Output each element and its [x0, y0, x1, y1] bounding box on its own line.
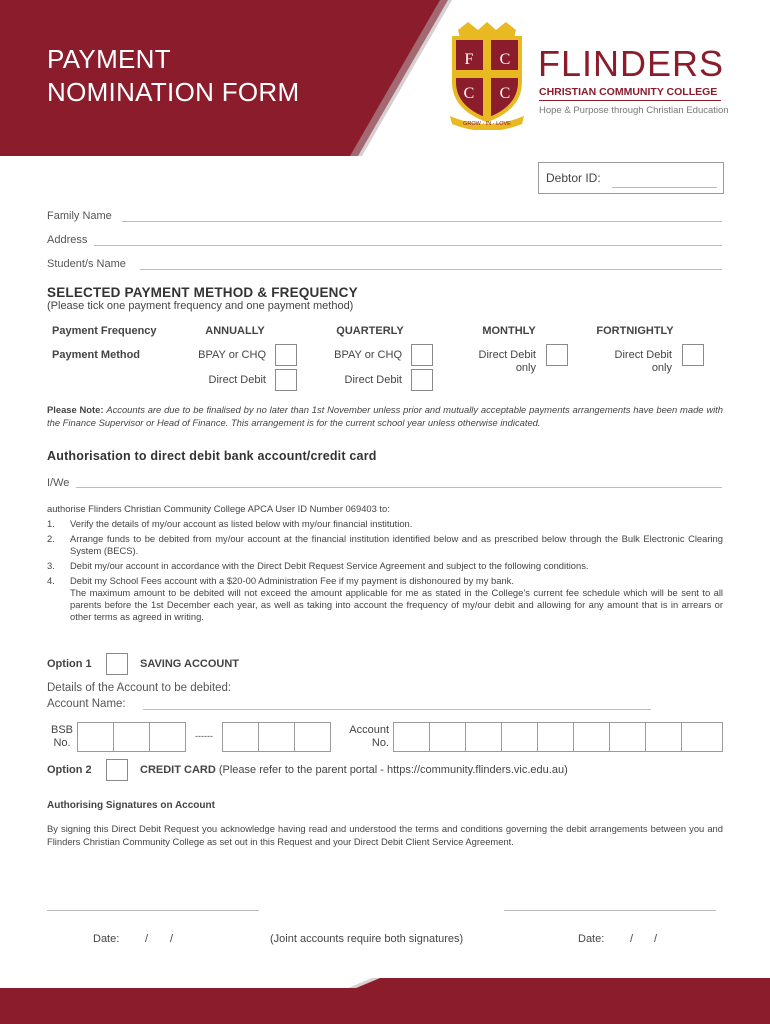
date-1-label: Date:: [93, 933, 120, 945]
note-text: Accounts are due to be finalised by no later than 1st November unless prior and mutually acceptable payments arrangements have been made with the Finance Supervisor or Head of Finance. This arrangement is for the current school year unless otherwise indicated.: [47, 404, 723, 428]
quarterly-direct-debit-checkbox[interactable]: [411, 369, 433, 391]
authorisation-item-1: Verify the details of my/our account as listed below with my/our financial institution.: [70, 518, 413, 529]
signature-line-1[interactable]: [47, 910, 259, 911]
authorisation-item-4-num: 4.: [47, 575, 55, 586]
option2-text-block: [140, 764, 568, 776]
form-title-line2: NOMINATION FORM: [47, 77, 300, 107]
form-title-line1: PAYMENT: [47, 44, 171, 74]
monthly-direct-debit-checkbox[interactable]: [546, 344, 568, 366]
annually-bpay-label: BPAY or CHQ: [198, 349, 266, 361]
annually-bpay-checkbox[interactable]: [275, 344, 297, 366]
option1-title: SAVING ACCOUNT: [140, 658, 239, 670]
debtor-id-line: [612, 187, 717, 188]
account-digit-8[interactable]: [645, 722, 682, 752]
students-name-label: Student/s Name: [47, 258, 126, 270]
annually-direct-debit-label: Direct Debit: [208, 374, 266, 386]
payment-note: [47, 404, 723, 429]
date-2-slash-2: /: [654, 933, 658, 945]
brand-divider: [539, 100, 721, 101]
account-digit-4[interactable]: [501, 722, 538, 752]
annually-direct-debit-checkbox[interactable]: [275, 369, 297, 391]
option2-checkbox[interactable]: [106, 759, 128, 781]
crest-letter-4: C: [499, 85, 511, 102]
account-digit-6[interactable]: [573, 722, 610, 752]
date-2-slash-1: /: [630, 933, 634, 945]
bsb-digit-6[interactable]: [294, 722, 331, 752]
option2-label: Option 2: [47, 764, 92, 776]
payment-method-label: Payment Method: [52, 349, 141, 361]
account-digit-5[interactable]: [537, 722, 574, 752]
bsb-digit-3[interactable]: [149, 722, 186, 752]
quarterly-bpay-checkbox[interactable]: [411, 344, 433, 366]
frequency-quarterly: QUARTERLY: [336, 325, 404, 337]
brand-name: FLINDERS: [538, 43, 725, 84]
authorisation-item-4-extra: The maximum amount to be debited will not exceed the amount applicable for me as stated in the College’s current fee schedule which will be sent to all parents before the 1st December each year, as well as taking into account the frequency of my/our debit and allowing for any amount that is in arrears or other terms as agreed in writing.: [70, 587, 723, 622]
address-field[interactable]: [94, 245, 722, 246]
option1-label: Option 1: [47, 658, 92, 670]
monthly-only-label: only: [515, 362, 536, 374]
monthly-direct-debit-label: Direct Debit: [478, 349, 536, 361]
bsb-digit-5[interactable]: [258, 722, 295, 752]
bsb-digit-2[interactable]: [113, 722, 150, 752]
footer-band: [0, 978, 770, 1024]
payment-section-subtitle: (Please tick one payment frequency and one payment method): [47, 300, 354, 312]
crest-motto: GROW · IN · LOVE: [463, 121, 511, 127]
quarterly-direct-debit-label: Direct Debit: [344, 374, 402, 386]
authorisation-item-2-num: 2.: [47, 533, 55, 544]
crest-letter-3: C: [463, 85, 475, 102]
date-2-label: Date:: [578, 933, 605, 945]
frequency-annually: ANNUALLY: [205, 325, 265, 337]
account-label: Account: [349, 724, 389, 736]
payment-section-title: SELECTED PAYMENT METHOD & FREQUENCY: [47, 285, 358, 300]
bsb-dash: ------: [195, 731, 213, 741]
bsb-digit-4[interactable]: [222, 722, 259, 752]
date-1-slash-1: /: [145, 933, 149, 945]
option2-title: CREDIT CARD: [140, 764, 216, 776]
date-1-slash-2: /: [170, 933, 174, 945]
authorisation-intro: authorise Flinders Christian Community College APCA User ID Number 069403 to:: [47, 503, 390, 514]
account-name-field[interactable]: [143, 709, 651, 710]
quarterly-bpay-label: BPAY or CHQ: [334, 349, 402, 361]
fortnightly-direct-debit-checkbox[interactable]: [682, 344, 704, 366]
brand-tagline: Hope & Purpose through Christian Education: [539, 105, 729, 116]
iwe-label: I/We: [47, 477, 70, 489]
fortnightly-direct-debit-label: Direct Debit: [614, 349, 672, 361]
authorisation-item-4: Debit my School Fees account with a $20-00 Administration Fee if my payment is dishonoured by my bank.: [70, 575, 514, 586]
account-digit-9[interactable]: [681, 722, 723, 752]
address-label: Address: [47, 234, 88, 246]
account-digit-3[interactable]: [465, 722, 502, 752]
bsb-digit-1[interactable]: [77, 722, 114, 752]
debtor-id-label: Debtor ID:: [546, 171, 601, 185]
option2-portal-text: (Please refer to the parent portal - https://community.flinders.vic.edu.au): [218, 764, 568, 776]
authorisation-item-1-num: 1.: [47, 518, 55, 529]
students-name-field[interactable]: [140, 269, 722, 270]
frequency-monthly: MONTHLY: [482, 325, 536, 337]
account-no-label: No.: [371, 737, 389, 749]
account-details-label: Details of the Account to be debited:: [47, 682, 232, 694]
family-name-label: Family Name: [47, 210, 112, 222]
signatures-title: Authorising Signatures on Account: [47, 800, 215, 811]
authorisation-item-3-num: 3.: [47, 560, 55, 571]
iwe-field[interactable]: [76, 487, 722, 488]
account-name-label: Account Name:: [47, 698, 126, 710]
crest-letter-1: F: [464, 51, 474, 68]
brand-subtitle: CHRISTIAN COMMUNITY COLLEGE: [539, 86, 718, 98]
fortnightly-only-label: only: [651, 362, 672, 374]
bsb-no-label: No.: [53, 737, 71, 749]
payment-frequency-label: Payment Frequency: [52, 325, 157, 337]
authorisation-item-2: Arrange funds to be debited from my/our account at the financial institution identified below and as prescribed below through the Bulk Electronic Clearing System (BECS).: [70, 533, 723, 556]
bsb-label: BSB: [50, 724, 73, 736]
debtor-id-field[interactable]: [538, 162, 724, 194]
authorisation-title: Authorisation to direct debit bank account/credit card: [47, 449, 377, 463]
option1-checkbox[interactable]: [106, 653, 128, 675]
authorisation-item-3: Debit my/our account in accordance with the Direct Debit Request Service Agreement and subject to the following conditions.: [70, 560, 589, 571]
family-name-field[interactable]: [122, 221, 722, 222]
signature-line-2[interactable]: [504, 910, 716, 911]
college-crest-logo: [448, 20, 526, 130]
account-digit-2[interactable]: [429, 722, 466, 752]
signatures-text: By signing this Direct Debit Request you acknowledge having read and understood the terms and conditions governing the debit arrangements between you and Flinders Christian Community College as set out in this Request and your Direct Debit Client Service Agreement.: [47, 823, 723, 847]
frequency-fortnightly: FORTNIGHTLY: [596, 325, 674, 337]
account-digit-7[interactable]: [609, 722, 646, 752]
note-label: Please Note:: [47, 404, 104, 415]
account-digit-1[interactable]: [393, 722, 430, 752]
joint-accounts-note: (Joint accounts require both signatures): [270, 933, 464, 945]
crest-letter-2: C: [499, 51, 511, 68]
